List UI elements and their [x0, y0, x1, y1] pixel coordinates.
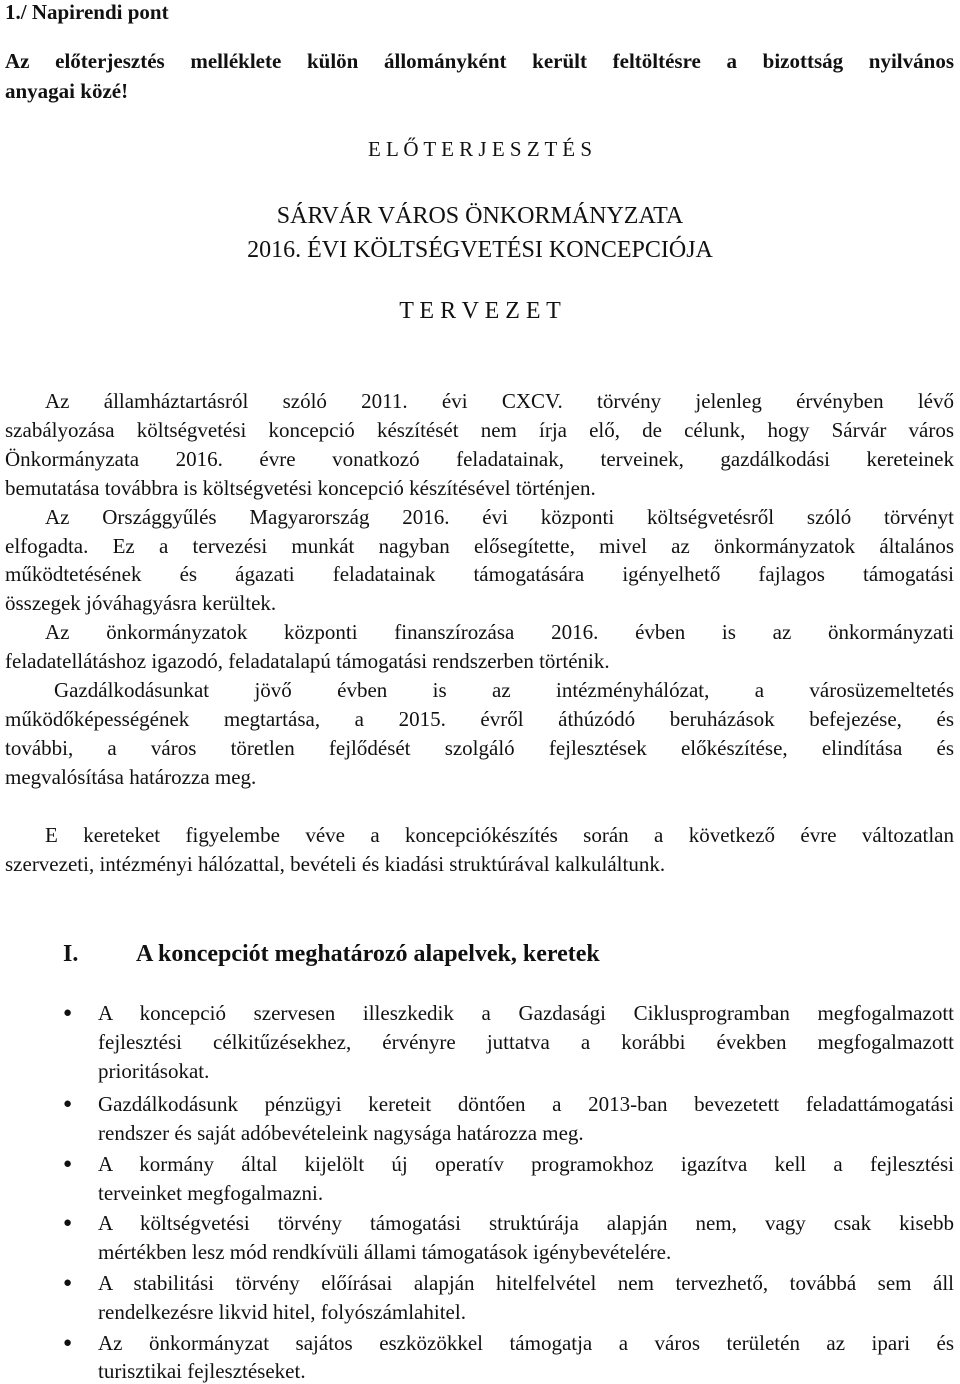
p1-line-2: szabályozása költségvetési koncepció készítését nem írja elő, de célunk, hogy Sárvár város	[5, 418, 954, 442]
intro-line-2: anyagai közé!	[5, 79, 129, 103]
p2-line-4: összegek jóváhagyásra kerültek.	[5, 591, 277, 615]
p2-line-2: elfogadta. Ez a tervezési munkát nagyban elősegítette, mivel az önkormányzatok általános	[5, 534, 954, 558]
bullet-dot: ●	[63, 1005, 73, 1021]
concept-title: 2016. ÉVI KÖLTSÉGVETÉSI KONCEPCIÓJA	[247, 237, 713, 263]
bullet-dot: ●	[63, 1096, 73, 1112]
p1-line-3: Önkormányzata 2016. évre vonatkozó feladatainak, terveinek, gazdálkodási kereteinek	[5, 447, 954, 471]
intro-line-1: Az előterjesztés melléklete külön állományként került feltöltésre a bizottság nyilvános	[5, 49, 954, 73]
p4-line-2: működőképességének megtartása, a 2015. évről áthúzódó beruházások befejezése, és	[5, 707, 954, 731]
p2-line-1: Az Országgyűlés Magyarország 2016. évi központi költségvetésről szóló törvényt	[45, 505, 954, 529]
bullet-dot: ●	[63, 1215, 73, 1231]
p5-line-1: E kereteket figyelembe véve a koncepciókészítés során a következő évre változatlan	[45, 823, 954, 847]
bullet-3-line-1: A kormány által kijelölt új operatív programokhoz igazítva kell a fejlesztési	[98, 1152, 954, 1176]
bullet-dot: ●	[63, 1156, 73, 1172]
agenda-point: 1./ Napirendi pont	[5, 0, 169, 24]
p5-line-2: szervezeti, intézményi hálózattal, bevételi és kiadási struktúrával kalkuláltunk.	[5, 852, 666, 876]
p4-line-1: Gazdálkodásunkat jövő évben is az intézményhálózat, a városüzemeltetés	[54, 678, 954, 702]
bullet-6-line-1: Az önkormányzat sajátos eszközökkel támogatja a város területén az ipari és	[98, 1331, 954, 1355]
p4-line-4: megvalósítása határozza meg.	[5, 765, 257, 789]
town-title: SÁRVÁR VÁROS ÖNKORMÁNYZATA	[276, 203, 684, 229]
eloterjesztes-title: E L Ő T E R J E S Z T É S	[367, 137, 593, 161]
bullet-1-line-2: fejlesztési célkitűzésekhez, érvényre juttatva a korábbi években megfogalmazott	[98, 1030, 954, 1054]
bullet-1-line-3: prioritásokat.	[98, 1059, 210, 1083]
bullet-dot: ●	[63, 1335, 73, 1351]
bullet-5-line-1: A stabilitási törvény előírásai alapján hitelfelvétel nem tervezhető, továbbá sem áll	[98, 1271, 954, 1295]
bullet-1-line-1: A koncepció szervesen illeszkedik a Gazdasági Ciklusprogramban megfogalmazott	[98, 1001, 954, 1025]
bullet-3-line-2: terveinket megfogalmazni.	[98, 1181, 324, 1205]
bullet-6-line-2: turisztikai fejlesztéseket.	[98, 1359, 306, 1383]
bullet-2-line-1: Gazdálkodásunk pénzügyi kereteit döntően a 2013-ban bevezetett feladattámogatási	[98, 1092, 954, 1116]
bullet-2-line-2: rendszer és saját adóbevételeink nagysága határozza meg.	[98, 1121, 584, 1145]
section-number: I.	[63, 941, 79, 967]
p1-line-1: Az államháztartásról szóló 2011. évi CXCV. törvény jelenleg érvényben lévő	[45, 389, 954, 413]
draft-title: T E R V E Z E T	[399, 298, 561, 324]
p2-line-3: működtetésének és ágazati feladatainak támogatására igényelhető fajlagos támogatási	[5, 562, 954, 586]
p1-line-4: bemutatása továbbra is költségvetési koncepció készítésével történjen.	[5, 476, 596, 500]
bullet-4-line-1: A költségvetési törvény támogatási struktúrája alapján nem, vagy csak kisebb	[98, 1211, 954, 1235]
p3-line-2: feladatellátáshoz igazodó, feladatalapú támogatási rendszerben történik.	[5, 649, 610, 673]
bullet-dot: ●	[63, 1275, 73, 1291]
bullet-4-line-2: mértékben lesz mód rendkívüli állami támogatások igénybevételére.	[98, 1240, 672, 1264]
bullet-5-line-2: rendelkezésre likvid hitel, folyószámlahitel.	[98, 1300, 466, 1324]
section-title: A koncepciót meghatározó alapelvek, keretek	[136, 941, 600, 967]
p4-line-3: további, a város töretlen fejlődését szolgáló fejlesztések előkészítése, elindítása és	[5, 736, 954, 760]
p3-line-1: Az önkormányzatok központi finanszírozása 2016. évben is az önkormányzati	[45, 620, 954, 644]
